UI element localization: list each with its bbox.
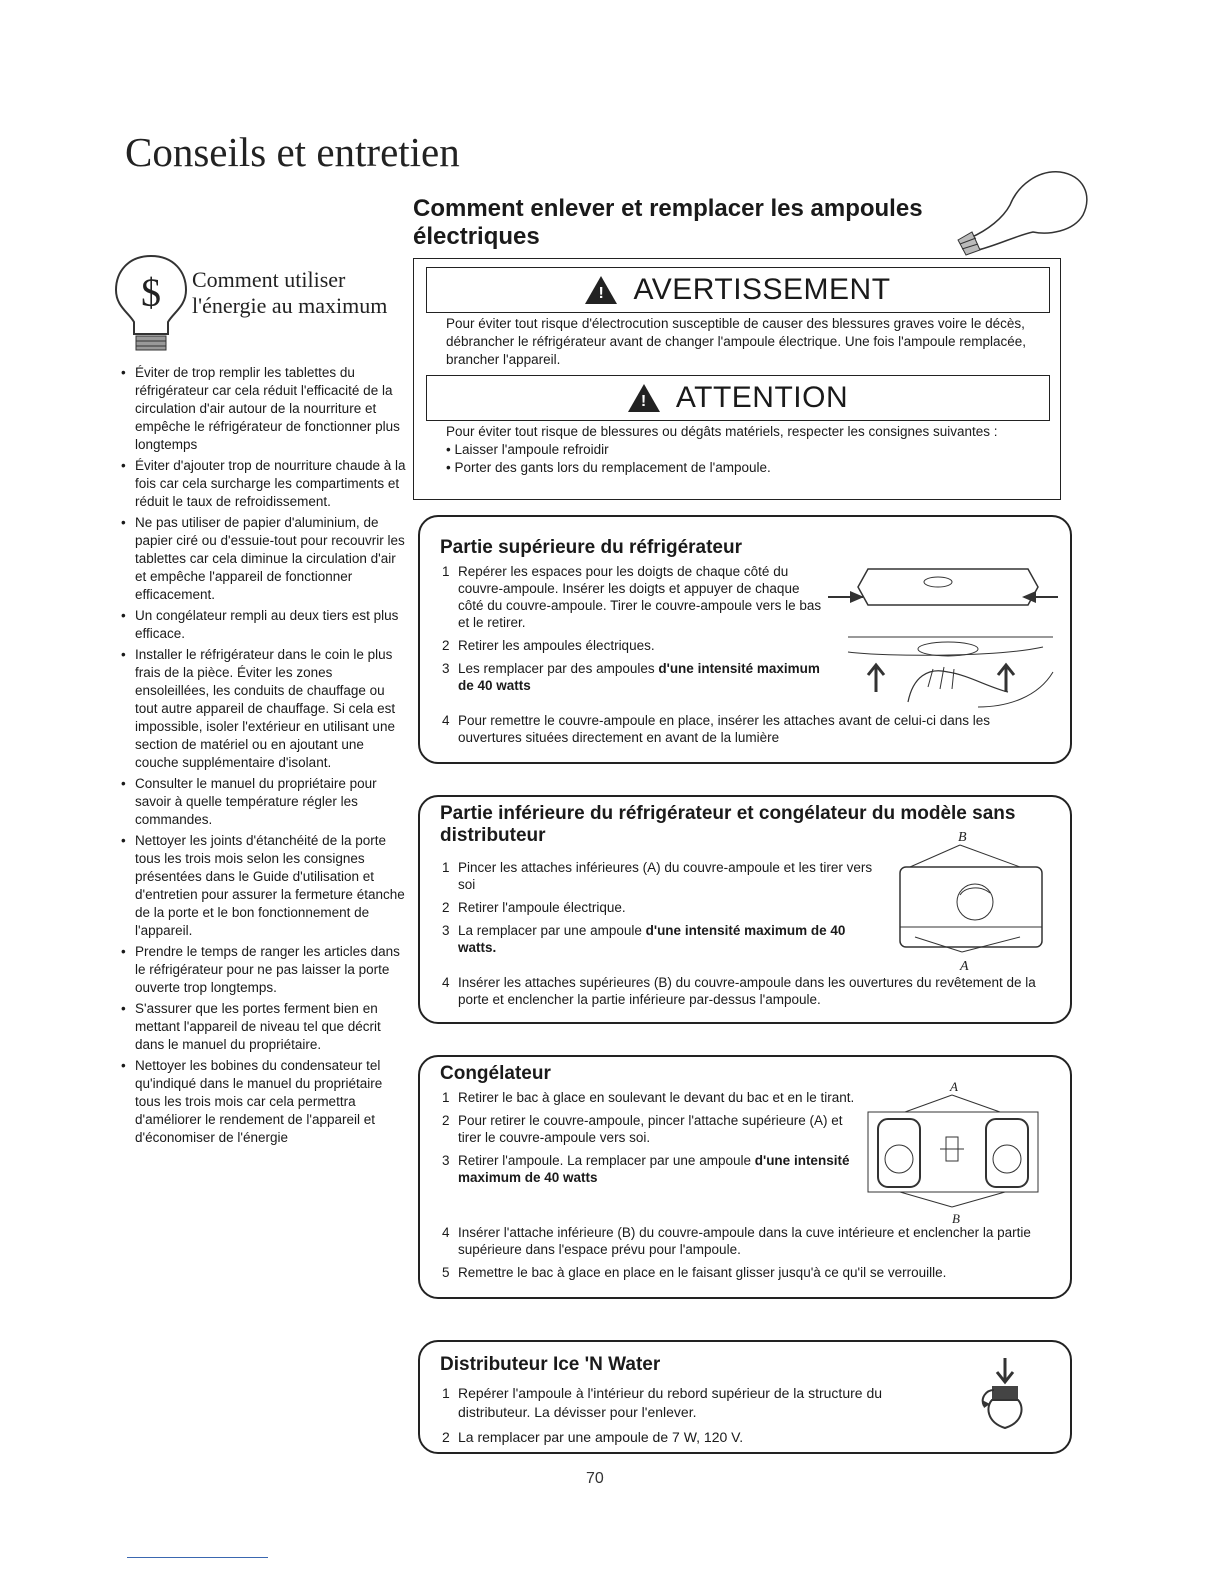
steps-list [442, 712, 1042, 752]
section-dispenser [418, 1340, 1072, 1454]
freezer-light-diagram [860, 1077, 1045, 1227]
section-title: Partie supérieure du réfrigérateur [440, 537, 742, 558]
warning-panel [413, 258, 1061, 500]
energy-tips-list [118, 364, 410, 1150]
dispenser-bulb-icon [980, 1356, 1030, 1436]
label-b: B [952, 1211, 960, 1226]
list-item: 1 Repérer l'ampoule à l'intérieur du rebord supérieur de la structure du distributeur. La dévisser pour l'enlever. [442, 1385, 883, 1420]
list-item: 3 Les remplacer par des ampoules d'une intensité maximum de 40 watts [442, 661, 820, 693]
section-top-refrigerator [418, 515, 1072, 764]
page-number: 70 [586, 1470, 604, 1487]
footer-rule [127, 1557, 268, 1558]
list-item: 2 La remplacer par une ampoule de 7 W, 120 V. [442, 1429, 744, 1445]
list-item: 4 Pour remettre le couvre-ampoule en place, insérer les attaches avant de celui-ci dans les ouvertures situées directement en avant de la lumière [442, 713, 991, 745]
light-cover-diagram [828, 557, 1058, 707]
warning-triangle-icon: ! [585, 276, 617, 304]
caution-label: ATTENTION [675, 381, 849, 414]
list-item: 1 Pincer les attaches inférieures (A) du couvre-ampoule et les tirer vers soi [442, 860, 873, 892]
list-item: • Prendre le temps de ranger les articles dans le réfrigérateur pour ne pas laisser la porte ouverte trop longtemps. [118, 943, 410, 997]
list-item: 1 Retirer le bac à glace en soulevant le devant du bac et en le tirant. [442, 1090, 855, 1105]
list-item: • Nettoyer les joints d'étanchéité de la porte tous les trois mois selon les consignes présentées dans le Guide d'utilisation et d'entretien pour assurer la fermeture étanche de la porte et le bon fonctionnement de l'appareil. [118, 832, 410, 940]
warning-label: AVERTISSEMENT [633, 273, 891, 306]
list-item: 1 Repérer les espaces pour les doigts de chaque côté du couvre-ampoule. Insérer les doigts et appuyer de chaque côté du couvre-ampoule. Tirer le couvre-ampoule vers le bas et le retirer. [442, 564, 822, 630]
caution-intro: Pour éviter tout risque de blessures ou dégâts matériels, respecter les consignes suivantes : [446, 424, 998, 439]
steps-list [442, 974, 1062, 1014]
warning-banner [426, 267, 1050, 313]
list-item: 3 Retirer l'ampoule. La remplacer par une ampoule d'une intensité maximum de 40 watts [442, 1153, 850, 1185]
list-item: • S'assurer que les portes ferment bien en mettant l'appareil de niveau tel que décrit dans le manuel du propriétaire. [118, 1000, 410, 1054]
dollar-bulb-icon [110, 250, 192, 355]
section-title: Congélateur [440, 1063, 551, 1084]
list-item: 2 Retirer l'ampoule électrique. [442, 900, 626, 915]
caution-text [446, 423, 1051, 477]
label-a: A [960, 959, 969, 974]
steps-list [442, 1384, 912, 1453]
list-item: • Porter des gants lors du remplacement de l'ampoule. [446, 460, 771, 475]
list-item: • Ne pas utiliser de papier d'aluminium, de papier ciré ou d'essuie-tout pour recouvrir les tablettes car cela diminue la circulation d'air et empêche l'appareil de fonctionner efficacement. [118, 514, 410, 604]
section-title: Partie inférieure du réfrigérateur et congélateur du modèle sans distributeur [440, 803, 1016, 846]
section-heading: Comment enlever et remplacer les ampoules électriques [413, 195, 923, 250]
list-item: 2 Pour retirer le couvre-ampoule, pincer l'attache supérieure (A) et tirer le couvre-ampoule vers soi. [442, 1113, 843, 1145]
section-bottom-refrigerator [418, 795, 1072, 1024]
page-title: Conseils et entretien [125, 129, 460, 175]
caution-banner [426, 375, 1050, 421]
label-a: A [950, 1079, 958, 1094]
list-item: 3 La remplacer par une ampoule d'une intensité maximum de 40 watts. [442, 923, 846, 955]
list-item: 2 Retirer les ampoules électriques. [442, 638, 655, 653]
energy-heading: Comment utiliser l'énergie au maximum [192, 267, 388, 318]
list-item: • Éviter d'ajouter trop de nourriture chaude à la fois car cela surcharge les compartiments et réduit le taux de refroidissement. [118, 457, 410, 511]
label-b: B [958, 830, 967, 845]
section-title: Distributeur Ice 'N Water [440, 1354, 661, 1375]
list-item: • Laisser l'ampoule refroidir [446, 442, 609, 457]
steps-list [442, 563, 822, 700]
light-cover-diagram [880, 827, 1050, 972]
list-item: 4 Insérer les attaches supérieures (B) du couvre-ampoule dans les ouvertures du revêtement de la porte et enclencher la partie inférieure par-dessus l'ampoule. [442, 975, 1036, 1007]
list-item: • Consulter le manuel du propriétaire pour savoir à quelle température régler les commandes. [118, 775, 410, 829]
warning-text: Pour éviter tout risque d'électrocution susceptible de causer des blessures graves voire le décès, débrancher le réfrigérateur avant de changer l'ampoule électrique. Une fois l'ampoule remplacée, brancher l'appareil. [446, 316, 1026, 367]
list-item: • Nettoyer les bobines du condensateur tel qu'indiqué dans le manuel du propriétaire tous les trois mois car cela permettra d'améliorer le rendement de l'appareil et d'économiser de l'énergie [118, 1057, 410, 1147]
svg-text:$: $ [141, 270, 161, 315]
steps-list [442, 1089, 862, 1192]
list-item: 5 Remettre le bac à glace en place en le faisant glisser jusqu'à ce qu'il se verrouille. [442, 1265, 947, 1280]
steps-list [442, 1224, 1062, 1287]
list-item: • Éviter de trop remplir les tablettes du réfrigérateur car cela réduit l'efficacité de la circulation d'air autour de la nourriture et empêche le réfrigérateur de fonctionner plus longtemps [118, 364, 410, 454]
steps-list [442, 859, 882, 962]
warning-triangle-icon: ! [628, 384, 660, 412]
list-item: 4 Insérer l'attache inférieure (B) du couvre-ampoule dans la cuve intérieure et enclencher la partie supérieure dans l'espace prévu pour l'ampoule. [442, 1225, 1031, 1257]
section-freezer [418, 1055, 1072, 1299]
list-item: • Installer le réfrigérateur dans le coin le plus frais de la pièce. Éviter les zones ensoleillées, les conduits de chauffage ou tout autre appareil de chauffage. Si cela est impossible, isoler l'extérieur en utilisant une section de matériel ou en ajoutant une couche supplémentaire d'isolant. [118, 646, 410, 772]
list-item: • Un congélateur rempli au deux tiers est plus efficace. [118, 607, 410, 643]
